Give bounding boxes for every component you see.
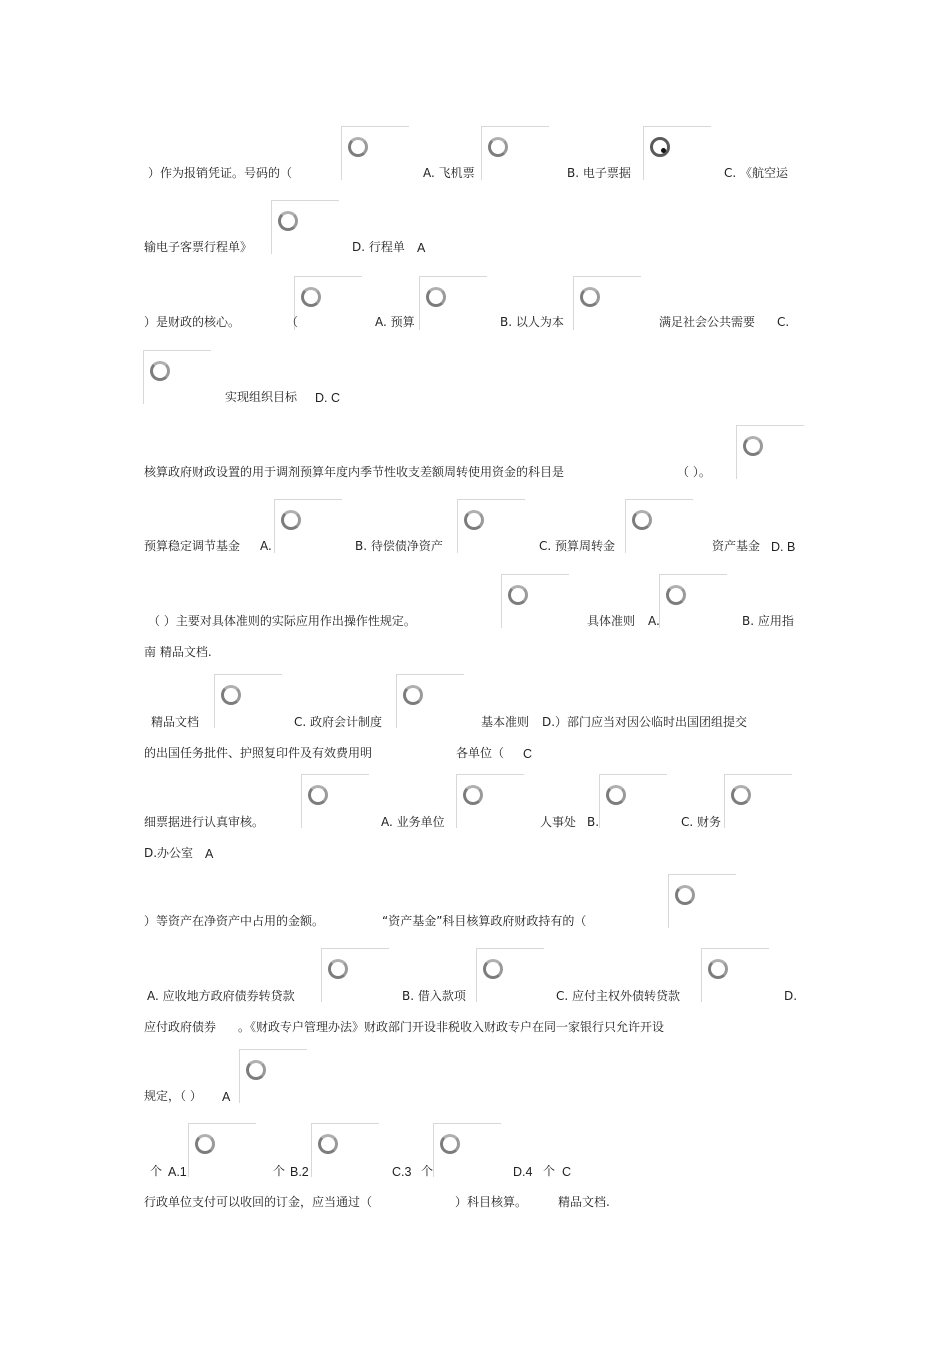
option-label: 具体准则 (587, 614, 636, 628)
radio-option[interactable] (396, 674, 464, 728)
radio-selected-icon (650, 137, 670, 157)
option-label: A. 预算 (375, 315, 415, 329)
option-label: 个 (543, 1164, 556, 1178)
radio-option-b[interactable] (481, 126, 549, 180)
radio-option[interactable] (294, 276, 362, 330)
option-label: D. (784, 989, 798, 1003)
radio-option[interactable] (573, 276, 641, 330)
radio-option[interactable] (457, 499, 525, 553)
question-text: ）等资产在净资产中占用的金额。 (144, 914, 325, 928)
option-label: 个 (273, 1164, 286, 1178)
radio-ring-icon (731, 785, 751, 805)
option-label: A. (260, 539, 272, 553)
radio-option[interactable] (701, 948, 769, 1002)
radio-ring-icon (580, 287, 600, 307)
radio-ring-icon (403, 685, 423, 705)
question-text: “资产基金”科目核算政府财政持有的（ (382, 914, 587, 928)
option-label: A. 应收地方政府债券转贷款 (147, 989, 295, 1003)
radio-ring-icon (348, 137, 368, 157)
option-label: 精品文档 (151, 715, 200, 729)
bracket-text: （ ）。 (677, 465, 711, 479)
radio-option-selected[interactable] (643, 126, 711, 180)
radio-option[interactable] (214, 674, 282, 728)
question-text: ）科目核算。 (455, 1195, 528, 1209)
radio-ring-icon (440, 1134, 460, 1154)
option-label: D.办公室 (144, 846, 194, 860)
radio-ring-icon (666, 585, 686, 605)
option-label: 实现组织目标 (225, 390, 298, 404)
radio-ring-icon (632, 510, 652, 530)
radio-option[interactable] (476, 948, 544, 1002)
radio-ring-icon (308, 785, 328, 805)
option-label: B. 应用指 (742, 614, 794, 628)
option-label: 南 精品文档. (144, 645, 212, 659)
answer-text: C (523, 747, 533, 761)
question-text: 规定，（ ） (144, 1089, 202, 1103)
radio-option[interactable] (599, 774, 667, 828)
radio-option[interactable] (239, 1049, 307, 1103)
radio-option[interactable] (668, 874, 736, 928)
answer-text: D. B (771, 540, 796, 554)
radio-option[interactable] (188, 1123, 256, 1177)
answer-text: D. C (315, 391, 340, 405)
radio-ring-icon (328, 959, 348, 979)
radio-dot-icon (661, 148, 666, 153)
answer-text: A (205, 847, 214, 861)
option-label: D.4 (513, 1165, 533, 1179)
radio-option-c[interactable] (271, 200, 339, 254)
question-text: 核算政府财政设置的用于调剂预算年度内季节性收支差额周转使用资金的科目是 (144, 465, 565, 479)
radio-option[interactable] (433, 1123, 501, 1177)
question-text: 。《财政专户管理办法》财政部门开设非税收入财政专户在同一家银行只允许开设 (238, 1020, 665, 1034)
option-label: 个 (421, 1164, 434, 1178)
question-text: 的出国任务批件、护照复印件及有效费用明 (144, 746, 373, 760)
question-text: 各单位（ (456, 746, 505, 760)
footer-text: 精品文档. (558, 1195, 610, 1209)
radio-ring-icon (488, 137, 508, 157)
option-label: C. 应付主权外债转贷款 (556, 989, 681, 1003)
radio-ring-icon (150, 361, 170, 381)
radio-ring-icon (281, 510, 301, 530)
option-label: C. 政府会计制度 (294, 715, 383, 729)
option-label: A. 飞机票 (423, 166, 475, 180)
radio-option[interactable] (321, 948, 389, 1002)
option-label: 资产基金 (712, 539, 761, 553)
option-label: 输电子客票行程单》 (144, 240, 253, 254)
radio-ring-icon (606, 785, 626, 805)
radio-option[interactable] (274, 499, 342, 553)
radio-ring-icon (278, 211, 298, 231)
radio-option[interactable] (501, 574, 569, 628)
question-text: ）作为报销凭证。号码的（ (148, 166, 293, 180)
radio-ring-icon (318, 1134, 338, 1154)
option-label: A. 业务单位 (381, 815, 445, 829)
radio-ring-icon (301, 287, 321, 307)
radio-option[interactable] (143, 350, 211, 404)
answer-text: A (222, 1090, 231, 1104)
option-label: B.2 (290, 1165, 309, 1179)
radio-ring-icon (708, 959, 728, 979)
question-text: ）是财政的核心。 (144, 315, 241, 329)
radio-ring-icon (195, 1134, 215, 1154)
option-label: C. 预算周转金 (539, 539, 616, 553)
radio-option[interactable] (724, 774, 792, 828)
option-label: B. 待偿债净资产 (355, 539, 443, 553)
option-label: A. (648, 614, 660, 628)
option-label: 应付政府债券 (144, 1020, 217, 1034)
option-label: 预算稳定调节基金 (144, 539, 241, 553)
radio-option[interactable] (736, 425, 804, 479)
radio-ring-icon (463, 785, 483, 805)
option-label: 满足社会公共需要 (659, 315, 756, 329)
option-label: B. (587, 815, 600, 829)
question-text: 行政单位支付可以收回的订金，应当通过（ (144, 1195, 373, 1209)
option-label: C. (777, 315, 790, 329)
option-label: B. 借入款项 (402, 989, 466, 1003)
radio-ring-icon (221, 685, 241, 705)
bracket-text: （ (286, 315, 299, 329)
radio-ring-icon (508, 585, 528, 605)
answer-text: A (417, 241, 426, 255)
radio-ring-icon (426, 287, 446, 307)
radio-option[interactable] (301, 774, 369, 828)
option-label: C. 财务 (681, 815, 722, 829)
option-label: 个 (150, 1164, 163, 1178)
radio-ring-icon (246, 1060, 266, 1080)
question-text: D.）部门应当对因公临时出国团组提交 (542, 715, 748, 729)
question-text: （ ）主要对具体准则的实际应用作出操作性规定。 (148, 614, 416, 628)
option-label: D. 行程单 (352, 240, 405, 254)
option-label: 人事处 (540, 815, 577, 829)
option-label: C. 《航空运 (724, 166, 789, 180)
radio-option[interactable] (659, 574, 727, 628)
radio-option[interactable] (311, 1123, 379, 1177)
option-label: 基本准则 (481, 715, 530, 729)
option-label: B. 以人为本 (500, 315, 564, 329)
radio-ring-icon (483, 959, 503, 979)
radio-option[interactable] (419, 276, 487, 330)
question-text: 细票据进行认真审核。 (144, 815, 265, 829)
radio-ring-icon (464, 510, 484, 530)
radio-ring-icon (675, 885, 695, 905)
radio-ring-icon (743, 436, 763, 456)
radio-option-a[interactable] (341, 126, 409, 180)
answer-text: C (562, 1165, 572, 1179)
option-label: A.1 (168, 1165, 187, 1179)
option-label: C.3 (392, 1165, 412, 1179)
radio-option[interactable] (456, 774, 524, 828)
option-label: B. 电子票据 (567, 166, 631, 180)
radio-option[interactable] (625, 499, 693, 553)
